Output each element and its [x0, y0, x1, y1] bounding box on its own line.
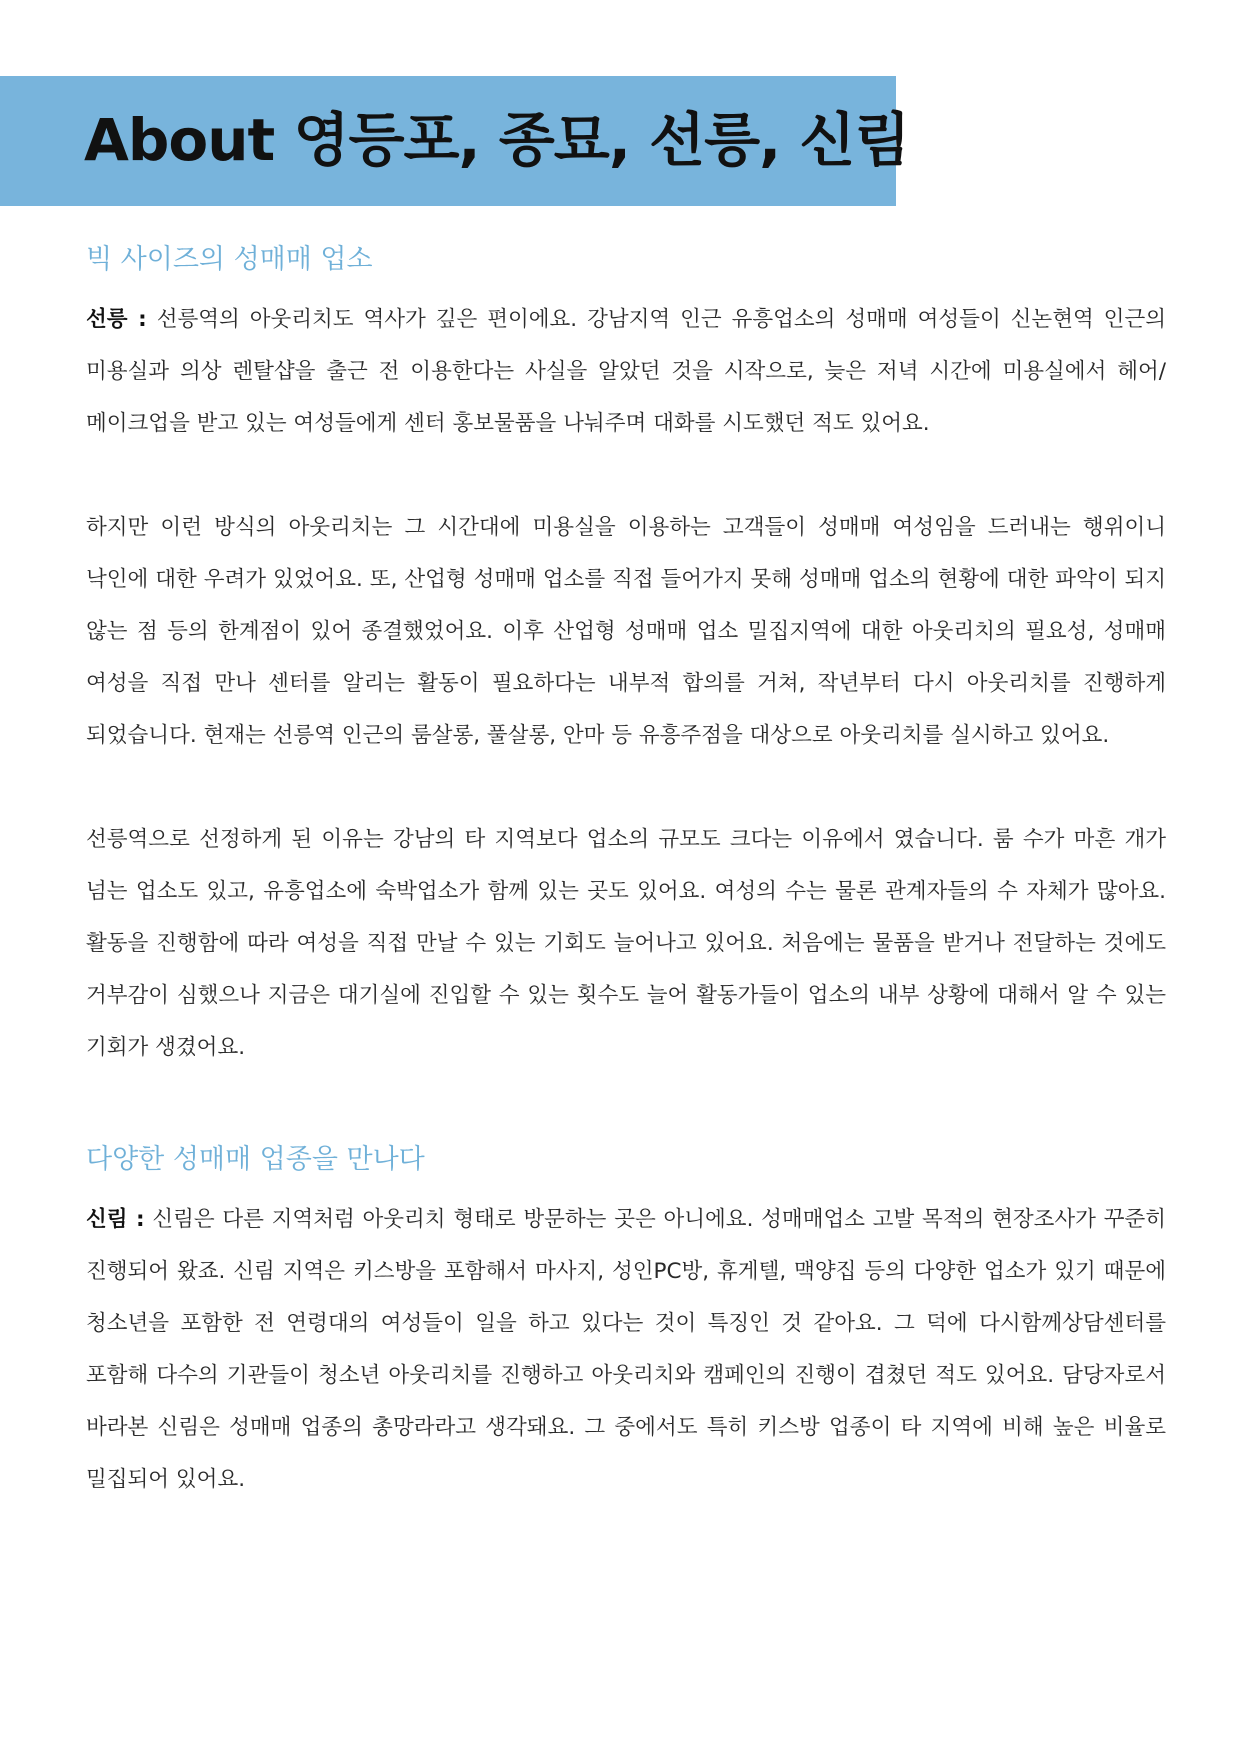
paragraph: [86, 294, 1166, 450]
section-heading: 다양한 성매매 업종을 만나다: [86, 1144, 425, 1175]
paragraph-text: 신림은 다른 지역처럼 아웃리치 형태로 방문하는 곳은 아니에요. 성매매업소 고발 목적의 현장조사가 꾸준히 진행되어 왔죠. 신림 지역은 키스방을 포함해서 마사지, 성인PC방, 휴게텔, 맥양집 등의 다양한 업소가 있기 때문에 청소년을 포함한 전 연령대의 여성들이 일을 하고 있다는 것이 특징인 것 같아요. 그 덕에 다시함께상담센터를 포함해 다수의 기관들이 청소년 아웃리치를 진행하고 아웃리치와 캠페인의 진행이 겹쳤던 적도 있어요. 담당자로서 바라본 신림은 성매매 업종의 총망라라고 생각돼요. 그 중에서도 특히 키스방 업종이 타 지역에 비해 높은 비율로 밀집되어 있어요.: [86, 1207, 1167, 1492]
section-heading: 빅 사이즈의 성매매 업소: [86, 244, 373, 275]
section-sillim: [86, 1138, 1166, 1506]
lead-label: 신림 :: [86, 1207, 145, 1232]
paragraph-text: 선릉역의 아웃리치도 역사가 깊은 편이에요. 강남지역 인근 유흥업소의 성매매 여성들이 신논현역 인근의 미용실과 의상 렌탈샵을 출근 전 이용한다는 사실을 알았던 것을 시작으로, 늦은 저녁 시간에 미용실에서 헤어/메이크업을 받고 있는 여성들에게 센터 홍보물품을 나눠주며 대화를 시도했던 적도 있어요.: [86, 307, 1166, 436]
page-title: About 영등포, 종묘, 선릉, 신림: [84, 106, 910, 174]
paragraph: 하지만 이런 방식의 아웃리치는 그 시간대에 미용실을 이용하는 고객들이 성매매 여성임을 드러내는 행위이니 낙인에 대한 우려가 있었어요. 또, 산업형 성매매 업소를 직접 들어가지 못해 성매매 업소의 현황에 대한 파악이 되지 않는 점 등의 한계점이 있어 종결했었어요. 이후 산업형 성매매 업소 밀집지역에 대한 아웃리치의 필요성, 성매매 여성을 직접 만나 센터를 알리는 활동이 필요하다는 내부적 합의를 거쳐, 작년부터 다시 아웃리치를 진행하게 되었습니다. 현재는 선릉역 인근의 룸살롱, 풀살롱, 안마 등 유흥주점을 대상으로 아웃리치를 실시하고 있어요.: [86, 515, 1166, 748]
paragraph: [86, 1194, 1166, 1506]
section-seolleung: [86, 238, 1166, 1074]
paragraph: 선릉역으로 선정하게 된 이유는 강남의 타 지역보다 업소의 규모도 크다는 이유에서 였습니다. 룸 수가 마흔 개가 넘는 업소도 있고, 유흥업소에 숙박업소가 함께 있는 곳도 있어요. 여성의 수는 물론 관계자들의 수 자체가 많아요. 활동을 진행함에 따라 여성을 직접 만날 수 있는 기회도 늘어나고 있어요. 처음에는 물품을 받거나 전달하는 것에도 거부감이 심했으나 지금은 대기실에 진입할 수 있는 횟수도 늘어 활동가들이 업소의 내부 상황에 대해서 알 수 있는 기회가 생겼어요.: [86, 827, 1166, 1060]
document-body: [86, 238, 1166, 1506]
lead-label: 선릉 :: [86, 307, 147, 332]
